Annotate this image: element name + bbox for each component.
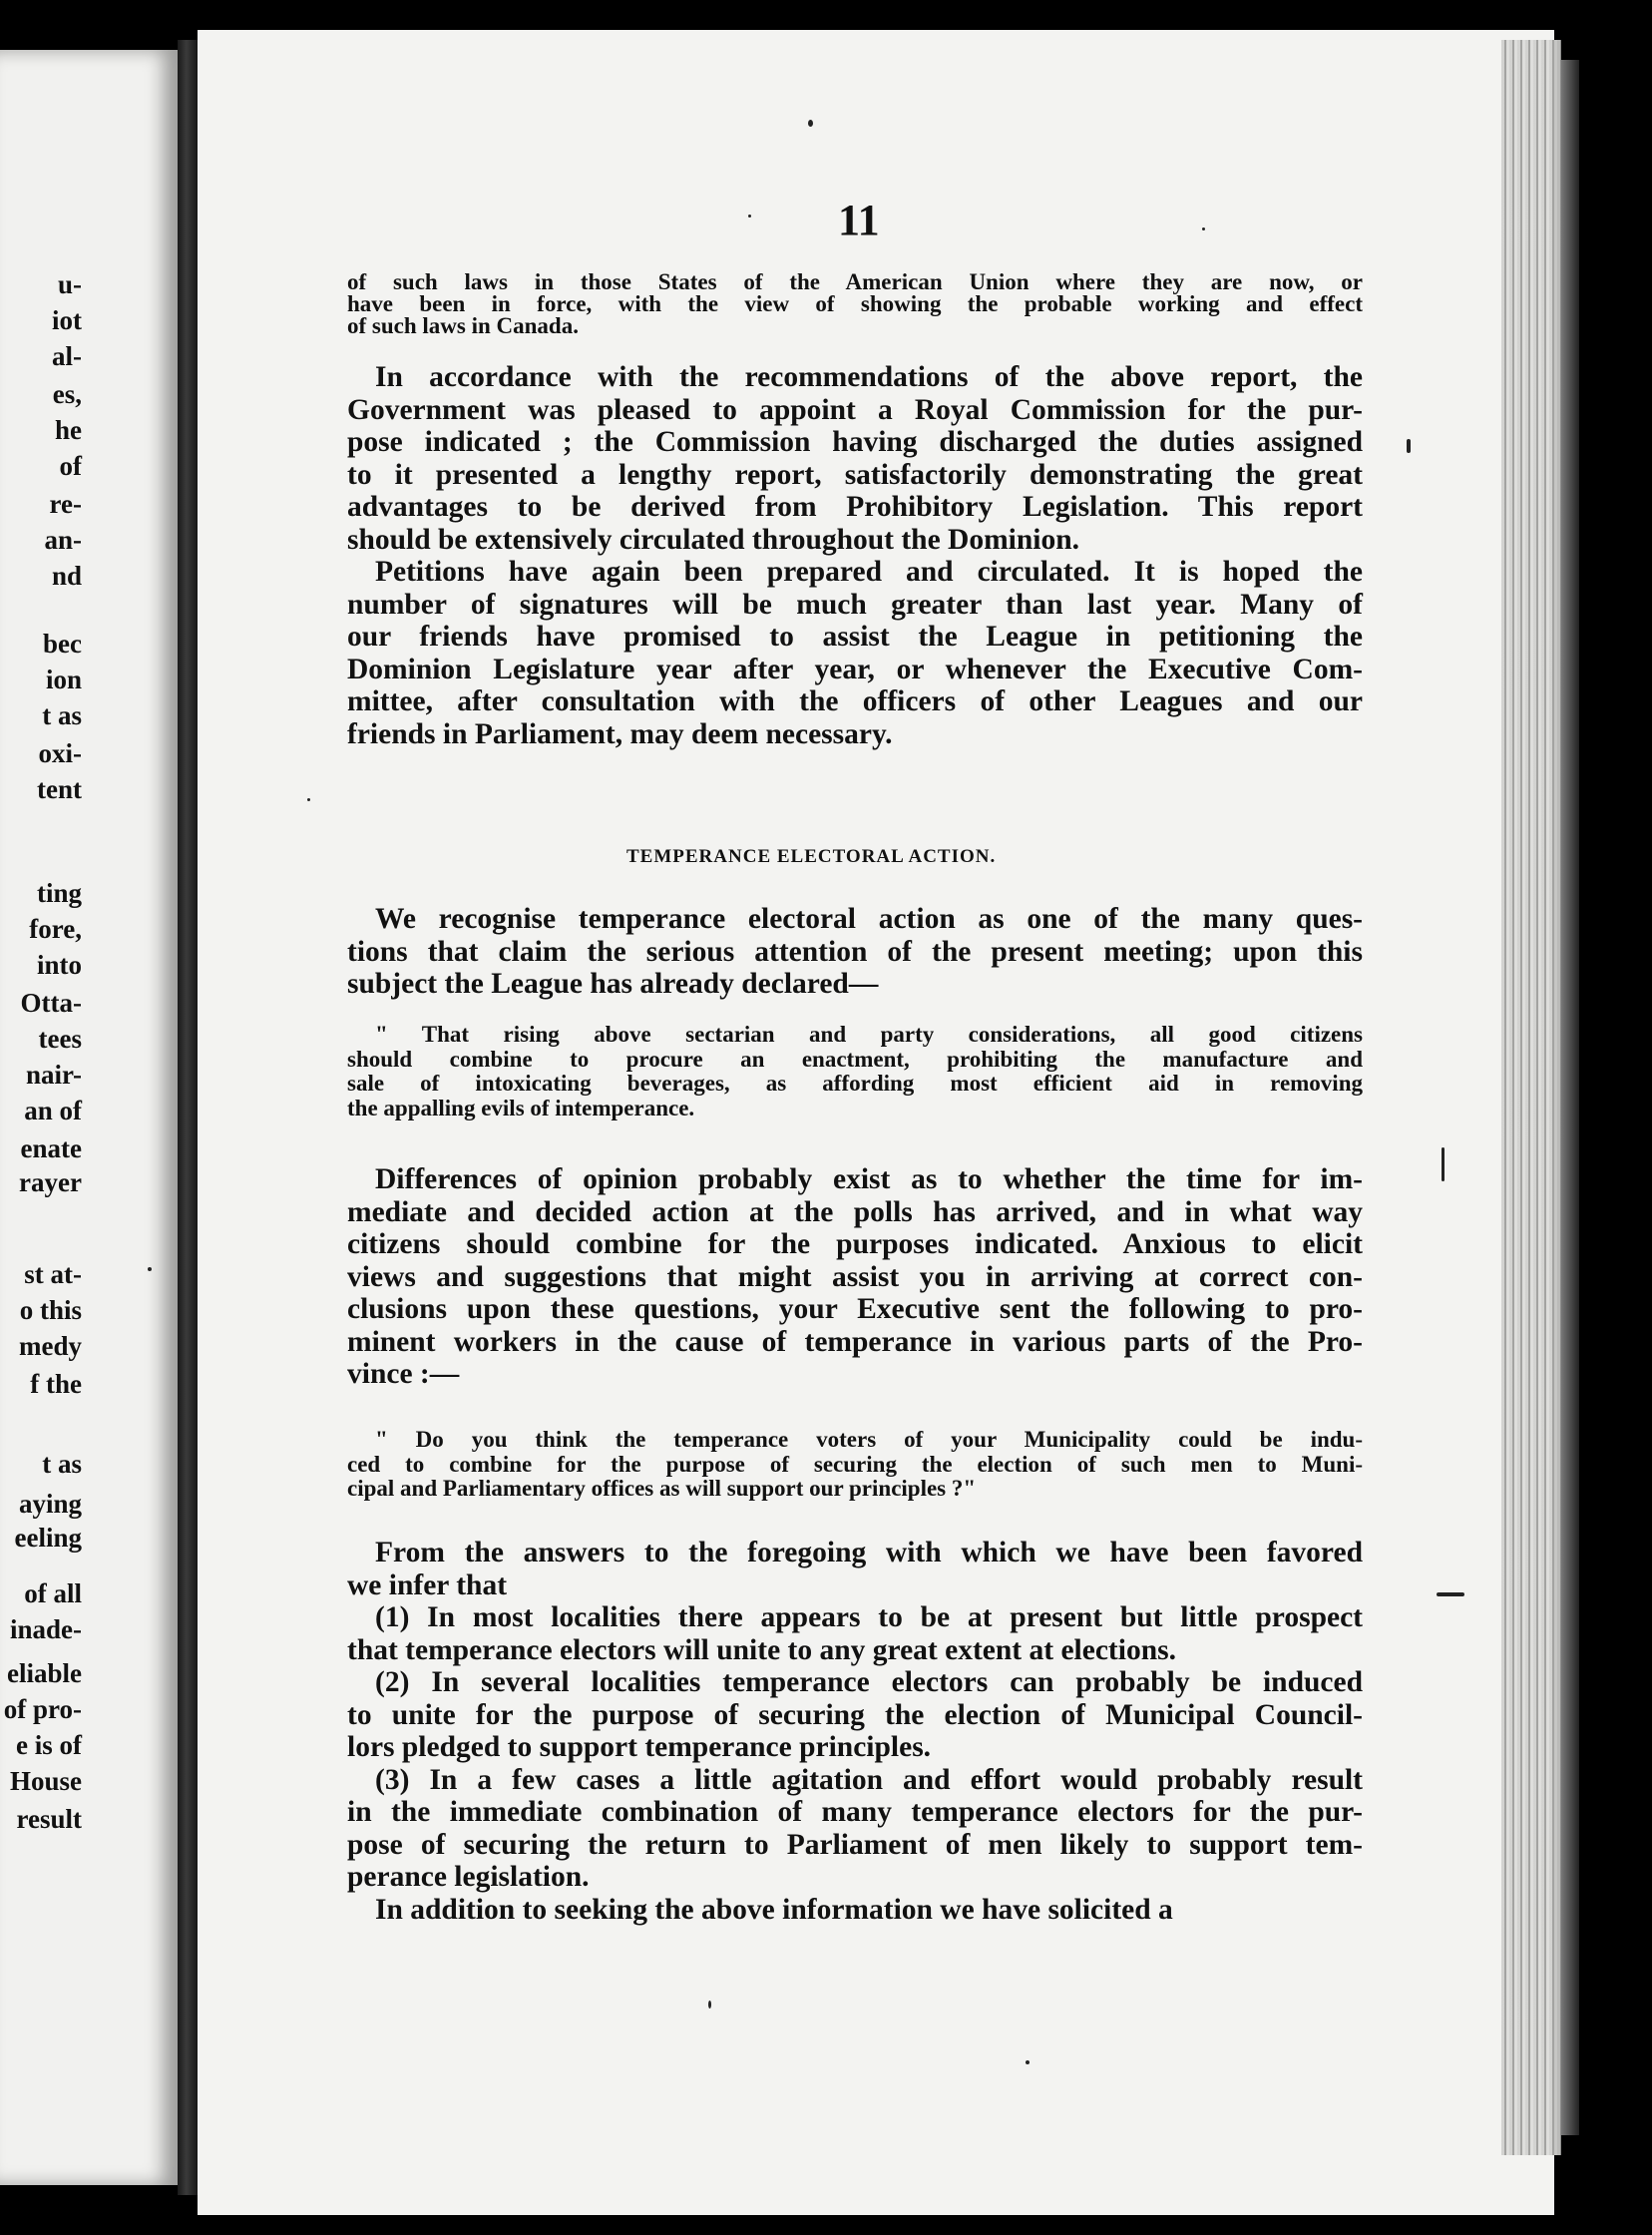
left-fragment-text: nair- <box>26 1060 82 1090</box>
book-cover-edge <box>1561 60 1579 2135</box>
text-line: sale of intoxicating beverages, as affording most efficient aid in removing <box>347 1071 1363 1096</box>
league-declaration-quote <box>347 1023 1363 1120</box>
section-heading: TEMPERANCE ELECTORAL ACTION. <box>626 846 997 867</box>
left-fragment-text: eeling <box>14 1523 82 1553</box>
text-line: friends in Parliament, may deem necessary. <box>347 717 893 750</box>
left-page-fragment <box>0 50 178 2185</box>
left-fragment-text: f the <box>30 1369 82 1399</box>
questionnaire-quote <box>347 1428 1363 1502</box>
text-line: (2) In several localities temperance electors can probably be induced <box>375 1666 1363 1698</box>
text-line: " That rising above sectarian and party considerations, all good citizens <box>375 1022 1363 1047</box>
text-line: minent workers in the cause of temperance in various parts of the Pro- <box>347 1325 1363 1358</box>
text-line: Petitions have again been prepared and circulated. It is hoped the <box>375 556 1363 588</box>
text-line: From the answers to the foregoing with which we have been favored <box>375 1537 1363 1568</box>
text-line: mittee, after consultation with the officers of other Leagues and our <box>347 685 1363 717</box>
left-fragment-text: inade- <box>9 1614 82 1644</box>
text-line: ced to combine for the purpose of securing the election of such men to Muni- <box>347 1451 1363 1477</box>
left-fragment-text: result <box>16 1804 82 1834</box>
text-line: mediate and decided action at the polls has arrived, and in what way <box>347 1195 1363 1228</box>
left-fragment-text: bec <box>43 629 82 659</box>
left-fragment-text: Otta- <box>20 988 82 1018</box>
left-fragment-text: ting <box>36 878 82 908</box>
left-fragment-text: of pro- <box>3 1694 82 1724</box>
text-line: advantages to be derived from Prohibitory Legislation. This report <box>347 491 1363 523</box>
text-line: number of signatures will be much greater than last year. Many of <box>347 588 1363 621</box>
left-fragment-text: of all <box>24 1578 82 1608</box>
text-line: Government was pleased to appoint a Royal Commission for the pur- <box>347 393 1363 426</box>
left-fragment-text: e is of <box>16 1730 82 1760</box>
royal-commission-paragraph <box>347 361 1363 750</box>
left-margin-text <box>0 50 178 2185</box>
left-fragment-text: t as <box>42 1449 82 1479</box>
text-line: cipal and Parliamentary offices as will support our principles ?" <box>347 1476 977 1501</box>
findings-paragraph <box>347 1537 1363 1926</box>
text-line: pose of securing the return to Parliament of men likely to support tem- <box>347 1828 1363 1861</box>
text-line: perance legislation. <box>347 1861 590 1893</box>
left-fragment-text: al- <box>52 341 82 371</box>
left-fragment-text: o this <box>19 1295 82 1325</box>
text-line: we infer that <box>347 1568 508 1601</box>
left-fragment-text: he <box>55 415 82 445</box>
left-fragment-text: u- <box>57 269 82 299</box>
left-fragment-text: ion <box>45 665 82 694</box>
text-line: Dominion Legislature year after year, or whenever the Executive Com- <box>347 653 1363 685</box>
page-number: 11 <box>838 196 880 244</box>
text-line: We recognise temperance electoral action as one of the many ques- <box>375 903 1363 935</box>
text-line: clusions upon these questions, your Executive sent the following to pro- <box>347 1293 1363 1325</box>
differences-paragraph <box>347 1163 1363 1391</box>
left-fragment-text: oxi- <box>38 738 82 768</box>
text-line: subject the League has already declared— <box>347 968 879 1000</box>
text-line: of such laws in those States of the American Union where they are now, or <box>347 269 1363 294</box>
book-gutter <box>178 40 200 2195</box>
left-fragment-text: into <box>36 950 82 980</box>
text-line: lors pledged to support temperance principles. <box>347 1731 932 1763</box>
text-line: (1) In most localities there appears to be at present but little prospect <box>375 1601 1363 1633</box>
continuation-paragraph <box>347 271 1363 337</box>
text-line: (3) In a few cases a little agitation and effort would probably result <box>375 1763 1363 1796</box>
text-line: views and suggestions that might assist you in arriving at correct con- <box>347 1260 1363 1293</box>
text-line: our friends have promised to assist the League in petitioning the <box>347 621 1363 653</box>
text-line: in the immediate combination of many temperance electors for the pur- <box>347 1796 1363 1828</box>
left-fragment-text: tent <box>37 774 82 804</box>
text-line: should be extensively circulated throughout the Dominion. <box>347 523 1080 556</box>
text-line: to it presented a lengthy report, satisfactorily demonstrating the great <box>347 458 1363 491</box>
text-line: have been in force, with the view of showing the probable working and effect <box>347 291 1363 316</box>
page-edges <box>1501 40 1561 2155</box>
left-fragment-text: re- <box>49 489 82 519</box>
text-line: to unite for the purpose of securing the election of Municipal Council- <box>347 1698 1363 1731</box>
left-fragment-text: an- <box>44 525 82 555</box>
left-fragment-text: st at- <box>24 1259 82 1289</box>
text-line: that temperance electors will unite to any great extent at elections. <box>347 1633 1176 1666</box>
text-line: of such laws in Canada. <box>347 313 579 338</box>
text-line: tions that claim the serious attention of the present meeting; upon this <box>347 935 1363 968</box>
left-fragment-text: eliable <box>7 1658 82 1688</box>
text-line: In accordance with the recommendations of the above report, the <box>375 361 1363 393</box>
left-fragment-text: rayer <box>19 1167 82 1197</box>
left-fragment-text: medy <box>19 1331 82 1361</box>
left-fragment-text: House <box>9 1766 82 1796</box>
text-line: Differences of opinion probably exist as to whether the time for im- <box>375 1163 1363 1195</box>
left-fragment-text: fore, <box>29 914 82 944</box>
left-fragment-text: t as <box>42 700 82 730</box>
text-line: " Do you think the temperance voters of your Municipality could be indu- <box>375 1427 1363 1452</box>
left-fragment-text: enate <box>20 1133 82 1163</box>
text-line: the appalling evils of intemperance. <box>347 1095 695 1120</box>
left-fragment-text: nd <box>51 561 82 591</box>
text-line: should combine to procure an enactment, prohibiting the manufacture and <box>347 1046 1363 1072</box>
left-fragment-text: aying <box>18 1489 82 1519</box>
electoral-action-paragraph <box>347 903 1363 1001</box>
left-fragment-text: iot <box>52 305 82 335</box>
left-fragment-text: of <box>59 451 82 481</box>
left-fragment-text: tees <box>38 1024 82 1054</box>
text-line: citizens should combine for the purposes indicated. Anxious to elicit <box>347 1228 1363 1260</box>
text-line: In addition to seeking the above information we have solicited a <box>375 1893 1173 1926</box>
text-line: pose indicated ; the Commission having discharged the duties assigned <box>347 426 1363 458</box>
left-fragment-text: es, <box>52 379 82 409</box>
left-fragment-text: an of <box>24 1096 82 1125</box>
text-line: vince :— <box>347 1358 460 1390</box>
